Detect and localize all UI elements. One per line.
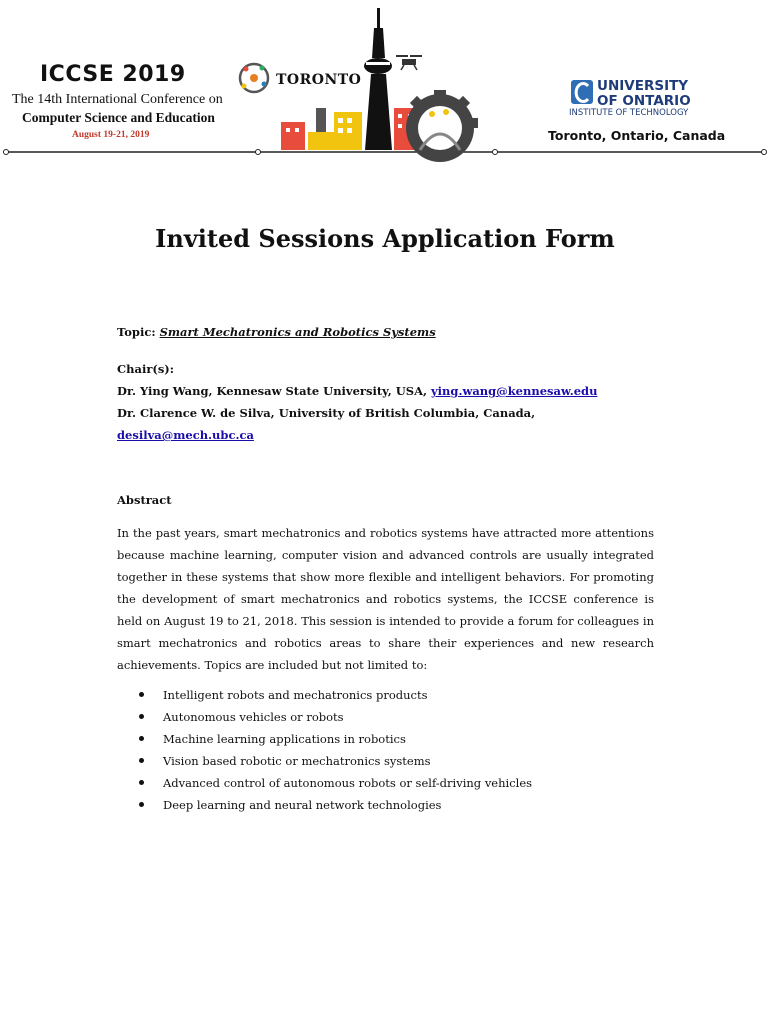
topic-item-text: Vision based robotic or mechatronics systems [163, 754, 431, 768]
network-logo-icon [240, 64, 268, 92]
university-name-line1: UNIVERSITY [597, 78, 689, 94]
toronto-logo-text: TORONTO [276, 72, 362, 88]
list-item [117, 750, 654, 772]
conference-theme: Computer Science and Education [22, 110, 215, 125]
topic-item-text: Autonomous vehicles or robots [163, 710, 344, 724]
list-item [117, 684, 654, 706]
cn-tower-icon [364, 8, 392, 150]
chairs-section [117, 358, 654, 446]
bullet-icon [139, 780, 144, 785]
chair-entry [117, 402, 654, 446]
list-item [117, 706, 654, 728]
chair-email-link[interactable]: ying.wang@kennesaw.edu [431, 384, 598, 398]
topic-item-text: Intelligent robots and mechatronics products [163, 688, 428, 702]
university-shield-icon [571, 80, 593, 104]
university-name-line3: INSTITUTE OF TECHNOLOGY [569, 108, 689, 118]
rule-dot-left [4, 150, 9, 155]
topic-line [117, 322, 654, 342]
bullet-icon [139, 692, 144, 697]
topic-item-text: Advanced control of autonomous robots or self-driving vehicles [163, 776, 533, 790]
city-buildings-left-icon [281, 108, 362, 150]
form-content [117, 322, 654, 816]
drone-icon [396, 56, 422, 70]
form-title: Invited Sessions Application Form [155, 224, 615, 253]
conference-title: ICCSE 2019 [40, 62, 186, 87]
topic-label: Topic: [117, 325, 160, 339]
rule-dot-right-mid [493, 150, 498, 155]
abstract-heading: Abstract [117, 493, 172, 507]
chairs-label: Chair(s): [117, 362, 174, 376]
chair-name: Dr. Clarence W. de Silva, University of British Columbia, Canada, [117, 406, 536, 420]
conference-banner [0, 0, 770, 165]
bullet-icon [139, 758, 144, 763]
list-item [117, 794, 654, 816]
bullet-icon [139, 736, 144, 741]
abstract-body: In the past years, smart mechatronics and robotics systems have attracted more attentions because machine learning, computer vision and advanced controls are usually integrated together in these systems that show more flexible and intelligent behaviors. For promoting the development of smart mechatronics and robotics systems, the ICCSE conference is held on August 19 to 21, 2018. This session is intended to provide a forum for colleagues in smart mechatronics and robotics areas to share their experiences and new research achievements. Topics are included but not limited to: [117, 526, 654, 672]
rule-dot-right [762, 150, 767, 155]
topics-list [117, 684, 654, 816]
conference-subtitle: The 14th International Conference on [12, 92, 223, 107]
rule-dot-mid [256, 150, 261, 155]
bullet-icon [139, 714, 144, 719]
chair-name: Dr. Ying Wang, Kennesaw State University, USA, [117, 384, 431, 398]
conference-date: August 19-21, 2019 [72, 130, 150, 140]
list-item [117, 772, 654, 794]
chair-email-link[interactable]: desilva@mech.ubc.ca [117, 428, 254, 442]
conference-location: Toronto, Ontario, Canada [548, 128, 726, 143]
university-name-line2: OF ONTARIO [597, 93, 691, 109]
gear-icon [406, 90, 478, 162]
topic-item-text: Machine learning applications in robotics [163, 732, 406, 746]
list-item [117, 728, 654, 750]
bullet-icon [139, 802, 144, 807]
topic-item-text: Deep learning and neural network technologies [163, 798, 442, 812]
chair-entry [117, 380, 654, 402]
topic-value: Smart Mechatronics and Robotics Systems [159, 325, 436, 339]
